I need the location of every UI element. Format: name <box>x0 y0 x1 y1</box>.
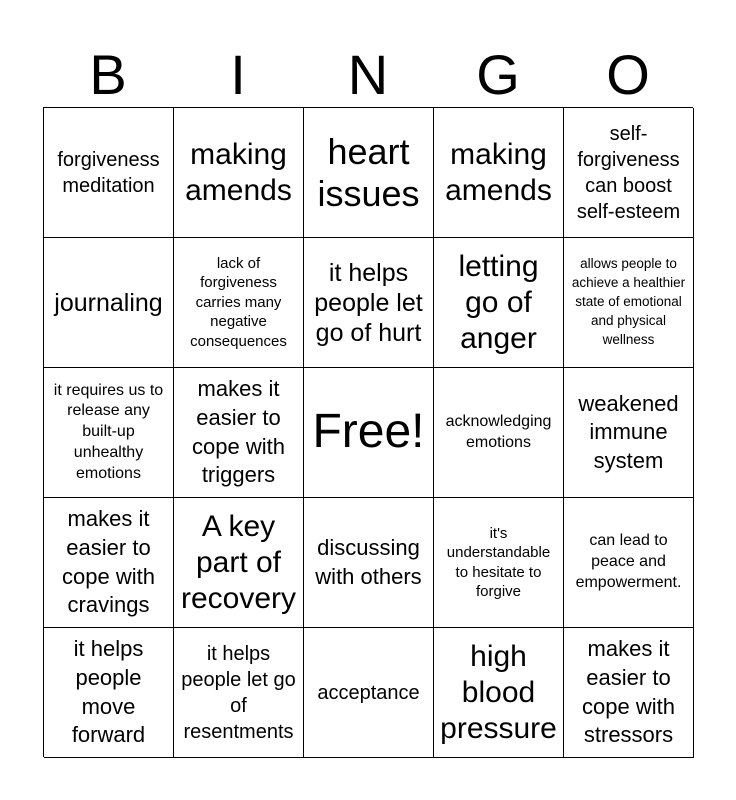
cell-text: making amends <box>185 137 292 207</box>
cell-text: heart issues <box>317 131 420 214</box>
header-letter-n: N <box>347 43 389 106</box>
cell-text: forgiveness meditation <box>57 148 160 197</box>
bingo-cell[interactable] <box>564 368 694 498</box>
cell-text: it helps people let go of hurt <box>314 258 423 347</box>
bingo-cell[interactable] <box>304 238 434 368</box>
cell-text: self-forgiveness can boost self-esteem <box>576 122 681 223</box>
cell-text: A key part of recovery <box>180 509 297 615</box>
bingo-cell[interactable] <box>434 498 564 628</box>
cell-text: letting go of anger <box>458 249 539 355</box>
cell-text: it's understandable to hesitate to forgive <box>446 524 551 600</box>
cell-text: can lead to peace and empowerment. <box>575 532 682 591</box>
bingo-cell[interactable] <box>564 628 694 758</box>
bingo-cell[interactable] <box>44 238 174 368</box>
cell-text: weakened immune system <box>578 390 679 473</box>
bingo-cell[interactable] <box>304 628 434 758</box>
cell-text: makes it easier to cope with cravings <box>62 506 155 618</box>
bingo-cell[interactable] <box>434 238 564 368</box>
cell-text: makes it easier to cope with stressors <box>582 636 675 748</box>
bingo-cell[interactable] <box>44 628 174 758</box>
header-letter-g: G <box>476 43 520 106</box>
cell-text: lack of forgiveness carries many negative consequences <box>190 254 287 350</box>
header-letter-i: I <box>230 43 246 106</box>
bingo-cell[interactable] <box>564 238 694 368</box>
cell-text: it requires us to release any built-up unhealthy emotions <box>53 381 164 482</box>
free-space-label: Free! <box>312 405 425 459</box>
bingo-cell[interactable] <box>174 238 304 368</box>
bingo-cell[interactable] <box>174 108 304 238</box>
bingo-cell[interactable] <box>44 498 174 628</box>
bingo-cell[interactable] <box>434 108 564 238</box>
bingo-cell[interactable] <box>434 628 564 758</box>
bingo-cell[interactable] <box>174 628 304 758</box>
bingo-cell[interactable] <box>564 498 694 628</box>
header-letter-o: O <box>606 43 650 106</box>
bingo-cell[interactable] <box>564 108 694 238</box>
header-letter-b: B <box>89 43 127 106</box>
bingo-cell[interactable] <box>174 368 304 498</box>
free-space[interactable] <box>304 368 434 498</box>
bingo-cell[interactable] <box>44 108 174 238</box>
cell-text: discussing with others <box>315 534 422 589</box>
bingo-board <box>43 107 693 757</box>
cell-text: makes it easier to cope with triggers <box>192 376 285 488</box>
bingo-header <box>43 44 693 106</box>
cell-text: allows people to achieve a healthier state of emotional and physical wellness <box>571 256 686 347</box>
cell-text: it helps people let go of resentments <box>181 642 296 743</box>
bingo-cell[interactable] <box>44 368 174 498</box>
bingo-cell[interactable] <box>304 108 434 238</box>
bingo-cell[interactable] <box>434 368 564 498</box>
cell-text: acceptance <box>317 681 420 704</box>
cell-text: acknowledging emotions <box>445 412 552 451</box>
bingo-cell[interactable] <box>304 498 434 628</box>
bingo-cell[interactable] <box>174 498 304 628</box>
cell-text: journaling <box>54 288 163 317</box>
cell-text: it helps people move forward <box>71 636 146 748</box>
cell-text: making amends <box>445 137 552 207</box>
cell-text: high blood pressure <box>440 639 557 745</box>
